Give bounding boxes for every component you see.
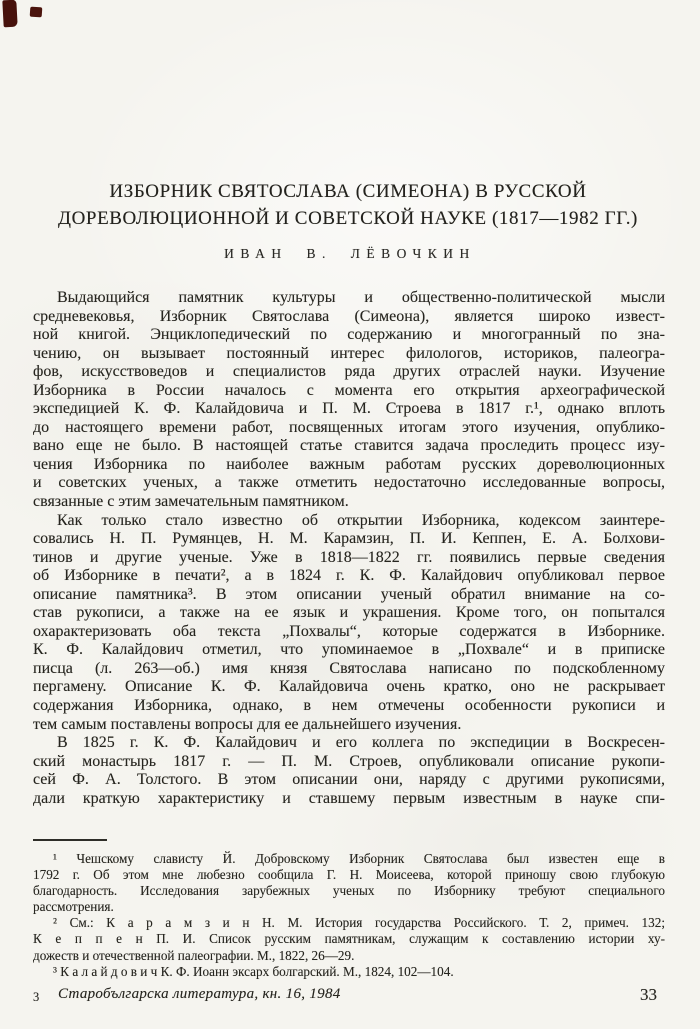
body-line: охарактеризовать оба текста „Похвалы“, которые содержатся в Изборнике. [33, 622, 665, 640]
body-line: Изборника в России началось с момента его открытия археографической [33, 381, 665, 399]
body-line: сей Ф. А. Толстого. В этом описании они, наряду с другими рукописями, [33, 771, 665, 789]
footnote-line: К е п п е н П. И. Список русским памятникам, служащим к составлению истории ху- [33, 931, 665, 947]
scan-artifact-mark [2, 0, 17, 27]
body-line: и советских ученых, а также отметить недостаточно исследованные вопросы, [33, 474, 665, 492]
footnote-line: дожеств и отечественной палеографии. М., 1822, 26—29. [33, 947, 355, 963]
footnote-line: ³ К а л а й д о в и ч К. Ф. Иоанн эксарх болгарский. М., 1824, 102—104. [53, 963, 454, 979]
body-line: до настоящего времени работ, посвященных итогам этого изучения, опублико- [33, 418, 665, 436]
journal-citation: Старобългарска литература, кн. 16, 1984 [58, 986, 341, 1002]
body-line: средневековья, Изборник Святослава (Симеона), является широко извест- [33, 307, 665, 325]
body-line: тем самым поставлены вопросы для ее дальнейшего изучения. [33, 715, 462, 733]
footnotes [33, 851, 665, 980]
body-line: совались Н. П. Румянцев, Н. М. Карамзин, П. И. Кеппен, Е. А. Болхови- [33, 530, 665, 548]
body-line: фов, искусствоведов и специалистов ряда других отраслей науки. Изучение [33, 363, 665, 381]
footnote-line: ¹ Чешскому слависту Й. Добровскому Изборник Святослава был известен еще в [53, 851, 665, 866]
body-line: экспедицией К. Ф. Калайдовича и П. М. Строева в 1817 г.¹, однако вплоть [33, 400, 665, 418]
body-line: став рукописи, а также на ее язык и украшения. Кроме того, он попытался [33, 604, 665, 622]
body-line: содержания Изборника, однако, в нем отмечены особенности рукописи и [33, 697, 665, 715]
body-line: ский монастырь 1817 г. — П. М. Строев, опубликовали описание рукопи- [33, 752, 665, 770]
body-line: ной книгой. Энциклопедический по содержанию и многогранный по зна- [33, 326, 665, 344]
footnote-line: рассмотрения. [33, 899, 114, 915]
body-line: связанные с этим замечательным памятником. [33, 493, 349, 511]
article-title-line-2: ДОРЕВОЛЮЦИОННОЙ И СОВЕТСКОЙ НАУКЕ (1817—1982 ГГ.) [58, 208, 638, 229]
body-line: об Изборнике в печати², а в 1824 г. К. Ф. Калайдович опубликовал первое [33, 567, 665, 585]
article-title-line-1: ИЗБОРНИК СВЯТОСЛАВА (СИМЕОНА) В РУССКОЙ [109, 181, 587, 202]
page-number: 33 [640, 985, 657, 1004]
body-line: Как только стало известно об открытии Изборника, кодексом заинтере- [57, 511, 665, 529]
scan-artifact-mark [30, 7, 43, 18]
body-line: дали краткую характеристику и ставшему первым известным в науке спи- [33, 789, 665, 807]
footnote-line: ² См.: К а р а м з и н Н. М. История государства Российского. Т. 2, примеч. 132; [53, 915, 665, 931]
printer-signature-mark: 3 [33, 990, 40, 1004]
body-line: К. Ф. Калайдович отметил, что упоминаемое в „Похвале“ и в приписке [33, 641, 665, 659]
page-footer [33, 985, 665, 1011]
footnote-line: 1792 г. Об этом мне любезно сообщила Г. Н. Моисеева, которой приношу свою глубокую [33, 867, 665, 883]
footnote-separator-rule [33, 839, 107, 841]
body-line: Выдающийся памятник культуры и общественно-политической мысли [57, 289, 665, 306]
body-line: чению, он вызывает постоянный интерес филологов, историков, палеогра- [33, 344, 665, 362]
body-line: описание памятника³. В этом описании ученый обратил внимание на со- [33, 585, 665, 603]
footnote-line: благодарность. Исследования зарубежных ученых по Изборнику требуют специального [33, 883, 665, 899]
body-line: В 1825 г. К. Ф. Калайдович и его коллега по экспедиции в Воскресен- [57, 734, 665, 752]
article-title [28, 178, 668, 232]
body-line: писца (л. 263—об.) имя князя Святослава написано по подскобленному [33, 659, 665, 677]
body-line: чения Изборника по наиболее важным работам русских дореволюционных [33, 455, 665, 473]
body-line: пергамену. Описание К. Ф. Калайдовича очень кратко, оно не раскрывает [33, 678, 665, 696]
body-line: вано еще не было. В настоящей статье ставится задача проследить процесс изу- [33, 437, 665, 455]
body-text [33, 289, 665, 808]
body-line: тинов и другие ученые. Уже в 1818—1822 гг. появились первые сведения [33, 548, 665, 566]
article-author: ИВАН В. ЛЁВОЧКИН [224, 246, 476, 261]
